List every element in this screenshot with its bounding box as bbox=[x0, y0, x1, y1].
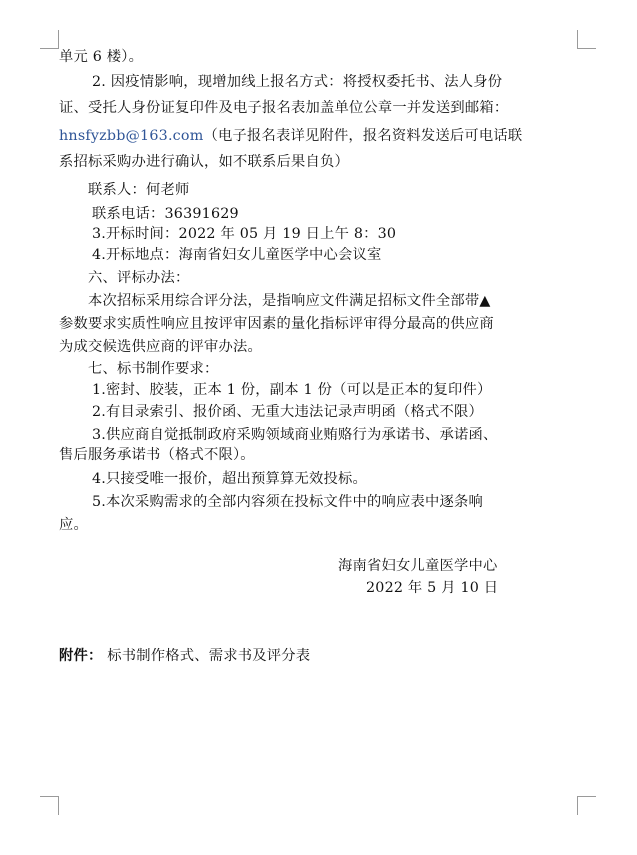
contact-phone: 联系电话：36391629 bbox=[92, 206, 239, 222]
margin-mark-bottom-left bbox=[40, 796, 59, 815]
attachment-line bbox=[59, 647, 579, 665]
contact-person: 联系人：何老师 bbox=[88, 182, 190, 198]
section-title: 七、标书制作要求： bbox=[88, 361, 219, 377]
open-time: 3.开标时间：2022 年 05 月 19 日上午 8：30 bbox=[92, 226, 397, 242]
attachment-text: 标书制作格式、需求书及评分表 bbox=[107, 648, 311, 664]
signature-date: 2022 年 5 月 10 日 bbox=[366, 580, 499, 596]
text-line: 为成交候选供应商的评审办法。 bbox=[59, 339, 262, 355]
text-line: 本次招标采用综合评分法，是指响应文件满足招标文件全部带▲ bbox=[88, 293, 491, 309]
text-line: 参数要求实质性响应且按评审因素的量化指标评审得分最高的供应商 bbox=[59, 316, 494, 332]
text-line: 系招标采购办进行确认，如不联系后果自负） bbox=[59, 154, 349, 170]
email-link[interactable]: hnsfyzbb@163.com bbox=[59, 128, 204, 144]
open-place: 4.开标地点：海南省妇女儿童医学中心会议室 bbox=[92, 247, 382, 263]
text-line: 证、受托人身份证复印件及电子报名表加盖单位公章一并发送到邮箱： bbox=[59, 100, 509, 116]
section-title: 六、评标办法： bbox=[88, 270, 190, 286]
requirement-item: 3.供应商自觉抵制政府采购领域商业贿赂行为承诺书、承诺函、 bbox=[92, 427, 498, 443]
text-fragment: （电子报名表详见附件，报名资料发送后可电话联 bbox=[203, 128, 523, 144]
signature-org: 海南省妇女儿童医学中心 bbox=[338, 558, 498, 574]
requirement-item: 4.只接受唯一报价，超出预算算无效投标。 bbox=[92, 471, 367, 487]
margin-mark-top-right bbox=[577, 30, 596, 49]
requirement-item: 1.密封、胶装，正本 1 份，副本 1 份（可以是正本的复印件） bbox=[92, 382, 492, 398]
margin-mark-top-left bbox=[40, 30, 59, 49]
margin-mark-bottom-right bbox=[577, 796, 596, 815]
text-line bbox=[59, 127, 579, 145]
requirement-item: 2.有目录索引、报价函、无重大违法记录声明函（格式不限） bbox=[92, 404, 483, 420]
attachment-label: 附件： bbox=[59, 648, 103, 664]
text-line: 2. 因疫情影响，现增加线上报名方式：将授权委托书、法人身份 bbox=[92, 74, 503, 90]
requirement-item: 5.本次采购需求的全部内容须在投标文件中的响应表中逐条响 bbox=[92, 494, 483, 510]
text-line: 单元 6 楼）。 bbox=[59, 49, 144, 65]
requirement-item: 应。 bbox=[59, 517, 88, 533]
requirement-item: 售后服务承诺书（格式不限）。 bbox=[59, 447, 255, 463]
